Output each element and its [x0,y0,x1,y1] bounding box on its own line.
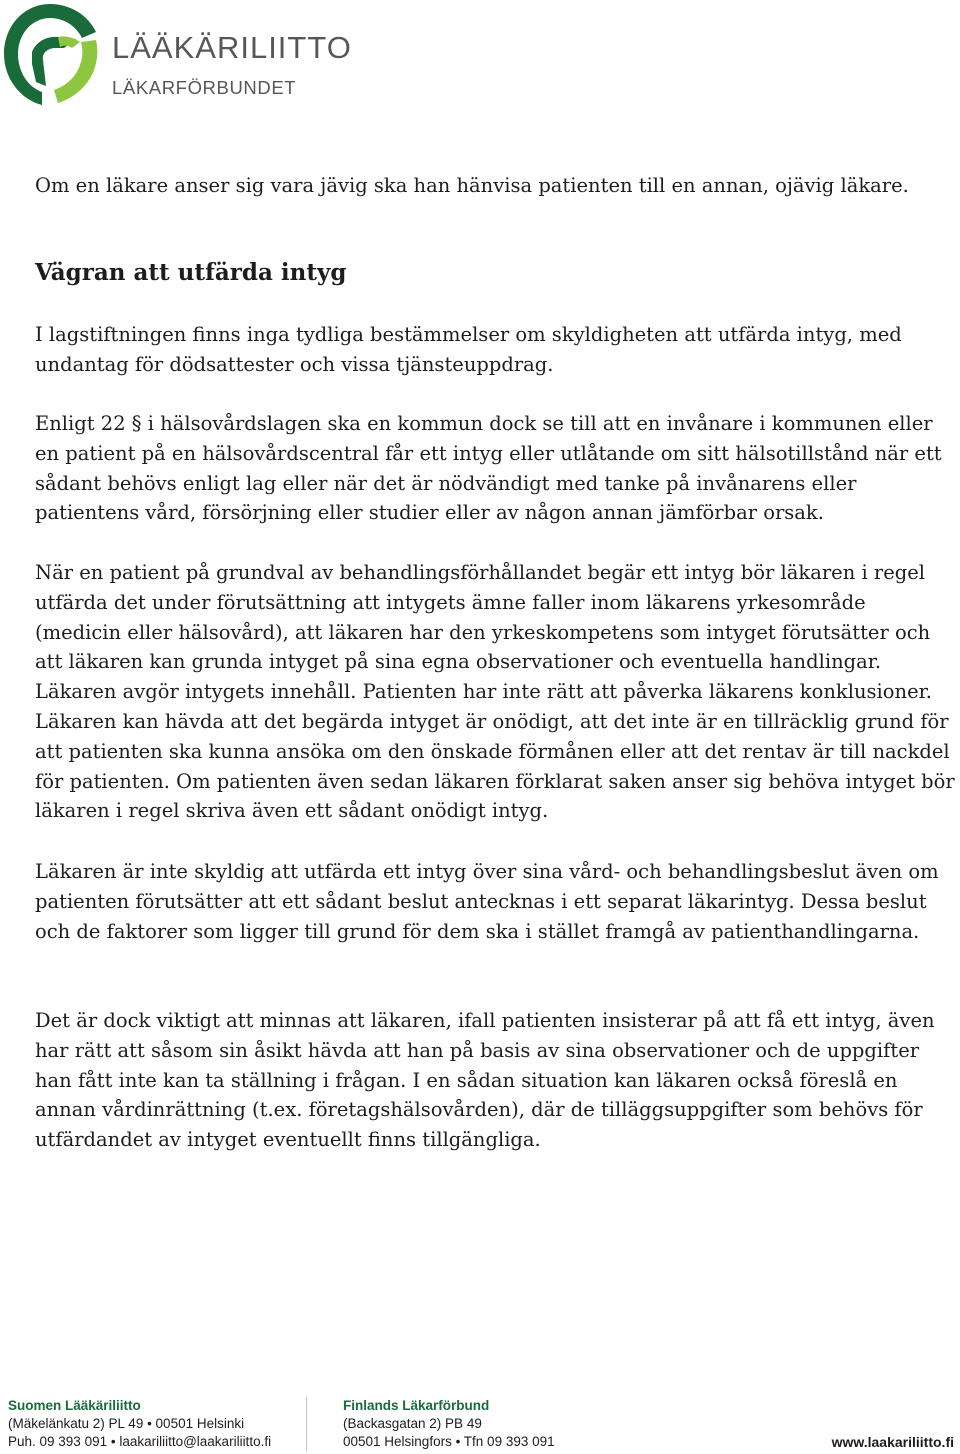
logo-subtitle: LÄKARFÖRBUNDET [112,77,297,98]
footer-finnish-address [8,1397,271,1451]
footer-divider [306,1397,307,1451]
footer-finnish-line2: Puh. 09 393 091 • laakariliitto@laakariliitto.fi [8,1434,272,1449]
paragraph-4: Läkaren är inte skyldig att utfärda ett intyg över sina vård- och behandlingsbeslut även om patienten förutsätter att ett sådant beslut antecknas i ett separat läkarintyg. Dessa beslut och de faktorer som ligger till grund för dem ska i stället framgå av patienthandlingarna. [35,860,939,943]
footer-website-link[interactable]: www.laakariliitto.fi [831,1434,954,1450]
footer-swedish-name: Finlands Läkarförbund [343,1398,490,1413]
section-heading: Vägran att utfärda intyg [35,259,347,286]
footer-finnish-line1: (Mäkelänkatu 2) PL 49 • 00501 Helsinki [8,1416,245,1431]
footer-finnish-name: Suomen Lääkäriliitto [8,1398,141,1413]
intro-paragraph: Om en läkare anser sig vara jävig ska han hänvisa patienten till en annan, ojävig läkare. [35,174,909,197]
paragraph-2: Enligt 22 § i hälsovårdslagen ska en kommun dock se till att en invånare i kommunen eller en patient på en hälsovårdscentral får ett intyg eller utlåtande om sitt hälsotillstånd när ett sådant behövs enligt lag eller när det är nödvändigt med tanke på invånarens eller patientens vård, försörjning eller studier eller av någon annan jämförbar orsak. [35,412,942,525]
logo-mark-icon [2,2,98,106]
logo-name: LÄÄKÄRILIITTO [112,30,352,65]
footer-swedish-address [343,1397,555,1451]
paragraph-5: Det är dock viktigt att minnas att läkaren, ifall patienten insisterar på att få ett intyg, även har rätt att såsom sin åsikt hävda att han på basis av sina observationer och de uppgifter han fått inte kan ta ställning i frågan. I en sådan situation kan läkaren också föreslå en annan vårdinrättning (t.ex. företagshälsovården), där de tilläggsuppgifter som behövs för utfärdandet av intyget eventuellt finns tillgängliga. [35,1009,935,1152]
footer-swedish-line1: (Backasgatan 2) PB 49 [343,1416,482,1431]
paragraph-3: När en patient på grundval av behandlingsförhållandet begär ett intyg bör läkaren i regel utfärda det under förutsättning att intygets ämne faller inom läkarens yrkesområde (medicin eller hälsovård), att läkaren har den yrkeskompetens som intyget förutsätter och att läkaren kan grunda intyget på sina egna observationer och eventuella handlingar. Läkaren avgör intygets innehåll. Patienten har inte rätt att påverka läkarens konklusioner. Läkaren kan hävda att det begärda intyget är onödigt, att det inte är en tillräcklig grund för att patienten ska kunna ansöka om den önskade förmånen eller att det rentav är till nackdel för patienten. Om patienten även sedan läkaren förklarat saken anser sig behöva intyget bör läkaren i regel skriva även ett sådant onödigt intyg. [35,561,955,823]
paragraph-1: I lagstiftningen finns inga tydliga bestämmelser om skyldigheten att utfärda intyg, med undantag för dödsattester och vissa tjänsteuppdrag. [35,323,902,376]
footer-swedish-line2: 00501 Helsingfors • Tfn 09 393 091 [343,1434,555,1449]
footer [0,1395,960,1454]
logo [2,2,382,106]
